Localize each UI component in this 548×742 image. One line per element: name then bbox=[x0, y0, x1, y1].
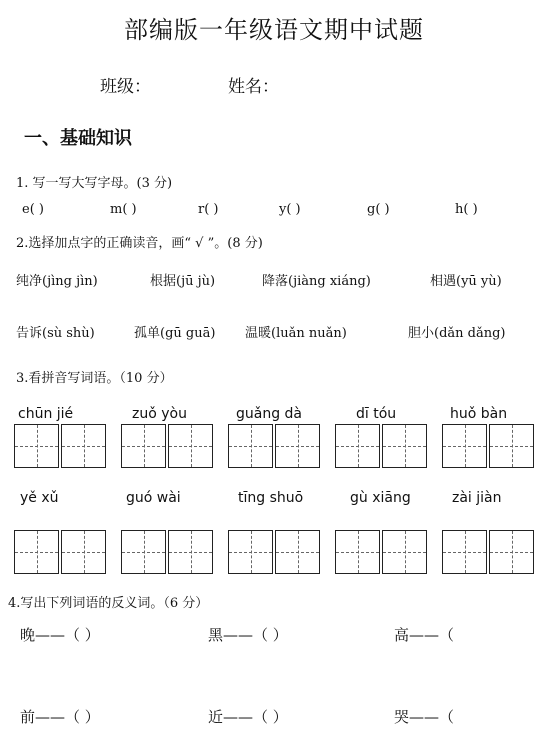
pinyin-label: gù xiāng bbox=[350, 490, 411, 506]
antonym-blank[interactable]: 前——（ ） bbox=[20, 708, 100, 726]
class-label: 班级： bbox=[100, 77, 151, 97]
pinyin-label: huǒ bàn bbox=[450, 406, 508, 422]
reading-choice[interactable]: 胆小(dǎn dǎng) bbox=[408, 326, 506, 341]
writing-grid[interactable] bbox=[335, 530, 427, 574]
reading-choice[interactable]: 孤单(gū guā) bbox=[134, 326, 216, 341]
pinyin-label: guǎng dà bbox=[236, 406, 303, 422]
writing-grid[interactable] bbox=[121, 530, 213, 574]
section-heading: 一、基础知识 bbox=[24, 128, 132, 149]
letter-blank[interactable]: h( ) bbox=[455, 202, 478, 217]
writing-grid[interactable] bbox=[121, 424, 213, 468]
antonym-blank[interactable]: 哭——（ bbox=[394, 708, 455, 726]
antonym-blank[interactable]: 晚——（ ） bbox=[20, 626, 100, 644]
writing-grid[interactable] bbox=[14, 424, 106, 468]
question-2-prompt: 2.选择加点字的正确读音，画“ √ ”。(8 分) bbox=[16, 236, 263, 251]
question-1-prompt: 1. 写一写大写字母。(3 分) bbox=[16, 176, 173, 191]
name-label: 姓名： bbox=[228, 77, 279, 97]
question-4-prompt: 4.写出下列词语的反义词。（6 分） bbox=[8, 596, 209, 611]
writing-grid[interactable] bbox=[228, 424, 320, 468]
reading-choice[interactable]: 降落(jiàng xiáng) bbox=[262, 274, 371, 289]
page-title: 部编版一年级语文期中试题 bbox=[124, 16, 424, 44]
reading-choice[interactable]: 纯净(jìng jìn) bbox=[16, 274, 98, 289]
pinyin-label: guó wài bbox=[126, 490, 181, 506]
reading-choice[interactable]: 相遇(yū yù) bbox=[430, 274, 502, 289]
pinyin-label: zuǒ yòu bbox=[132, 406, 187, 422]
antonym-blank[interactable]: 高——（ bbox=[394, 626, 455, 644]
writing-grid[interactable] bbox=[442, 424, 534, 468]
reading-choice[interactable]: 温暖(luǎn nuǎn) bbox=[245, 326, 347, 341]
pinyin-label: zài jiàn bbox=[452, 490, 502, 506]
letter-blank[interactable]: m( ) bbox=[110, 202, 137, 217]
letter-blank[interactable]: y( ) bbox=[279, 202, 301, 217]
letter-blank[interactable]: e( ) bbox=[22, 202, 44, 217]
letter-blank[interactable]: r( ) bbox=[198, 202, 219, 217]
pinyin-label: dī tóu bbox=[356, 406, 397, 422]
writing-grid[interactable] bbox=[335, 424, 427, 468]
writing-grid[interactable] bbox=[14, 530, 106, 574]
letter-blank[interactable]: g( ) bbox=[367, 202, 390, 217]
antonym-blank[interactable]: 黑——（ ） bbox=[208, 626, 288, 644]
pinyin-label: tīng shuō bbox=[238, 490, 304, 506]
reading-choice[interactable]: 根据(jū jù) bbox=[150, 274, 216, 289]
pinyin-label: yě xǔ bbox=[20, 490, 59, 506]
question-3-prompt: 3.看拼音写词语。（10 分） bbox=[16, 371, 173, 386]
antonym-blank[interactable]: 近——（ ） bbox=[208, 708, 288, 726]
writing-grid[interactable] bbox=[228, 530, 320, 574]
pinyin-label: chūn jié bbox=[18, 406, 74, 422]
writing-grid[interactable] bbox=[442, 530, 534, 574]
reading-choice[interactable]: 告诉(sù shù) bbox=[16, 326, 95, 341]
